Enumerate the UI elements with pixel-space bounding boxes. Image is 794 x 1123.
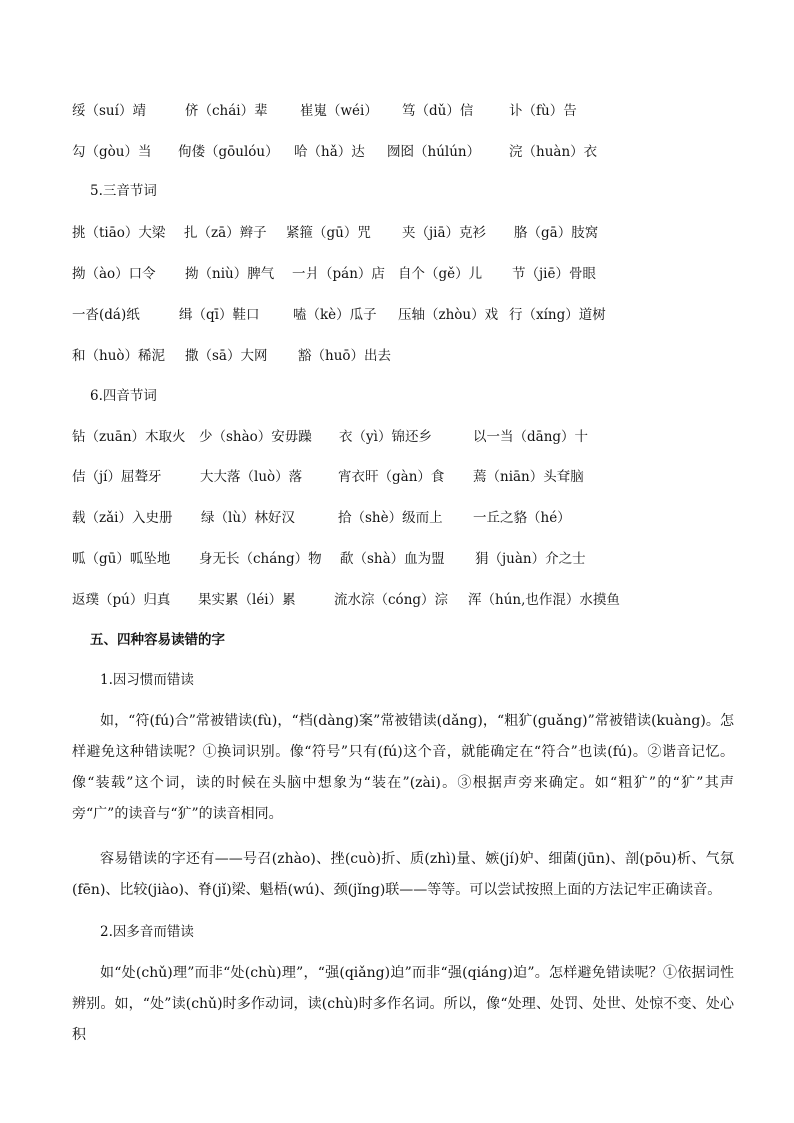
- word-item: 一丘之貉（hé）: [473, 510, 571, 526]
- word-item: 夹（jiā）克衫: [402, 225, 487, 241]
- word-item: 哈（hǎ）达: [294, 144, 365, 160]
- section-title: 6.四音节词: [90, 388, 157, 404]
- word-item: 侪（chái）辈: [185, 103, 268, 119]
- word-item: 狷（juàn）介之士: [475, 551, 586, 567]
- word-item: 佶（jí）屈聱牙: [72, 469, 162, 485]
- word-item: 衣（yì）锦还乡: [339, 429, 432, 445]
- word-item: 讣（fù）告: [509, 103, 577, 119]
- word-item: 挑（tiāo）大梁: [72, 225, 166, 241]
- word-item: 缉（qī）鞋口: [179, 307, 260, 323]
- word-item: 拾（shè）级而上: [338, 510, 443, 526]
- word-item: 一沓(dá)纸: [72, 307, 140, 323]
- word-item: 钻（zuān）木取火: [72, 429, 186, 445]
- body-paragraph: [72, 706, 734, 830]
- word-item: 嗑（kè）瓜子: [293, 307, 377, 323]
- chapter-heading: 五、四种容易读错的字: [90, 632, 225, 648]
- word-item: 流水淙（cóng）淙: [334, 592, 449, 608]
- word-item: 自个（gě）儿: [398, 266, 483, 282]
- word-item: 绥（suí）靖: [72, 103, 146, 119]
- body-paragraph: [72, 844, 734, 906]
- word-item: 行（xíng）道树: [509, 307, 606, 323]
- word-item: 浑（hún,也作混）水摸鱼: [468, 592, 620, 608]
- word-item: 节（jiē）骨眼: [512, 266, 596, 282]
- word-item: 拗（niù）脾气: [185, 266, 275, 282]
- paragraph-text: 如“处(chǔ)理”而非“处(chù)理”，“强(qiǎng)迫”而非“强(qiáng)迫”。怎样避免错读呢？①依据词性辨别。如，“处”读(chǔ)时多作动词，读(chù)时多作名词。所以，像“处理、处罚、处世、处惊不变、处心积: [72, 965, 734, 1043]
- word-item: 笃（dǔ）信: [402, 103, 474, 119]
- word-item: 载（zǎi）入史册: [72, 510, 173, 526]
- word-item: 佝偻（gōulóu）: [178, 144, 279, 160]
- paragraph-text: 如，“符(fú)合”常被错读(fù)，“档(dàng)案”常被错读(dǎng)，“粗犷(guǎng)”常被错读(kuàng)。怎样避免这种错读呢？①换词识别。像“符号”只有(fú)这个音，就能确定在“符合”也读(fú)。②谐音记忆。像“装载”这个词，读的时候在头脑中想象为“装在”(zài)。③根据声旁来确定。如“粗犷”的“犷”其声旁“广”的读音与“犷”的读音相同。: [72, 713, 734, 822]
- word-item: 勾（gòu）当: [72, 144, 152, 160]
- word-item: 扎（zā）辫子: [184, 225, 267, 241]
- word-item: 大大落（luò）落: [200, 469, 303, 485]
- word-item: 一爿（pán）店: [292, 266, 385, 282]
- section-title: 5.三音节词: [90, 183, 157, 199]
- word-item: 撒（sā）大网: [185, 348, 268, 364]
- subsection-title: 1.因习惯而错读: [100, 672, 194, 688]
- paragraph-text: 容易错读的字还有——号召(zhào)、挫(cuò)折、质(zhì)量、嫉(jí)妒、细菌(jūn)、剖(pōu)析、气氛(fēn)、比较(jiào)、脊(jǐ)梁、魁梧(wú)、颈(jǐng)联——等等。可以尝试按照上面的方法记牢正确读音。: [72, 851, 734, 898]
- word-item: 歃（shà）血为盟: [340, 551, 445, 567]
- body-paragraph: [72, 958, 734, 1051]
- word-item: 压轴（zhòu）戏: [398, 307, 499, 323]
- word-item: 和（huò）稀泥: [72, 348, 166, 364]
- word-item: 宵衣旰（gàn）食: [338, 469, 445, 485]
- word-item: 浣（huàn）衣: [509, 144, 598, 160]
- word-item: 呱（gū）呱坠地: [72, 551, 171, 567]
- word-item: 蔫（niān）头耷脑: [473, 469, 584, 485]
- word-item: 果实累（léi）累: [198, 592, 296, 608]
- word-item: 崔嵬（wéi）: [300, 103, 378, 119]
- word-item: 身无长（cháng）物: [199, 551, 322, 567]
- word-item: 豁（huō）出去: [298, 348, 392, 364]
- word-item: 以一当（dāng）十: [473, 429, 589, 445]
- word-item: 少（shào）安毋躁: [199, 429, 312, 445]
- subsection-title: 2.因多音而错读: [100, 924, 194, 940]
- word-item: 囫囵（húlún）: [387, 144, 481, 160]
- word-item: 拗（ào）口令: [72, 266, 156, 282]
- word-item: 返璞（pú）归真: [72, 592, 171, 608]
- word-item: 紧箍（gū）咒: [286, 225, 371, 241]
- word-item: 胳（gā）肢窝: [514, 225, 599, 241]
- word-item: 绿（lù）林好汉: [201, 510, 296, 526]
